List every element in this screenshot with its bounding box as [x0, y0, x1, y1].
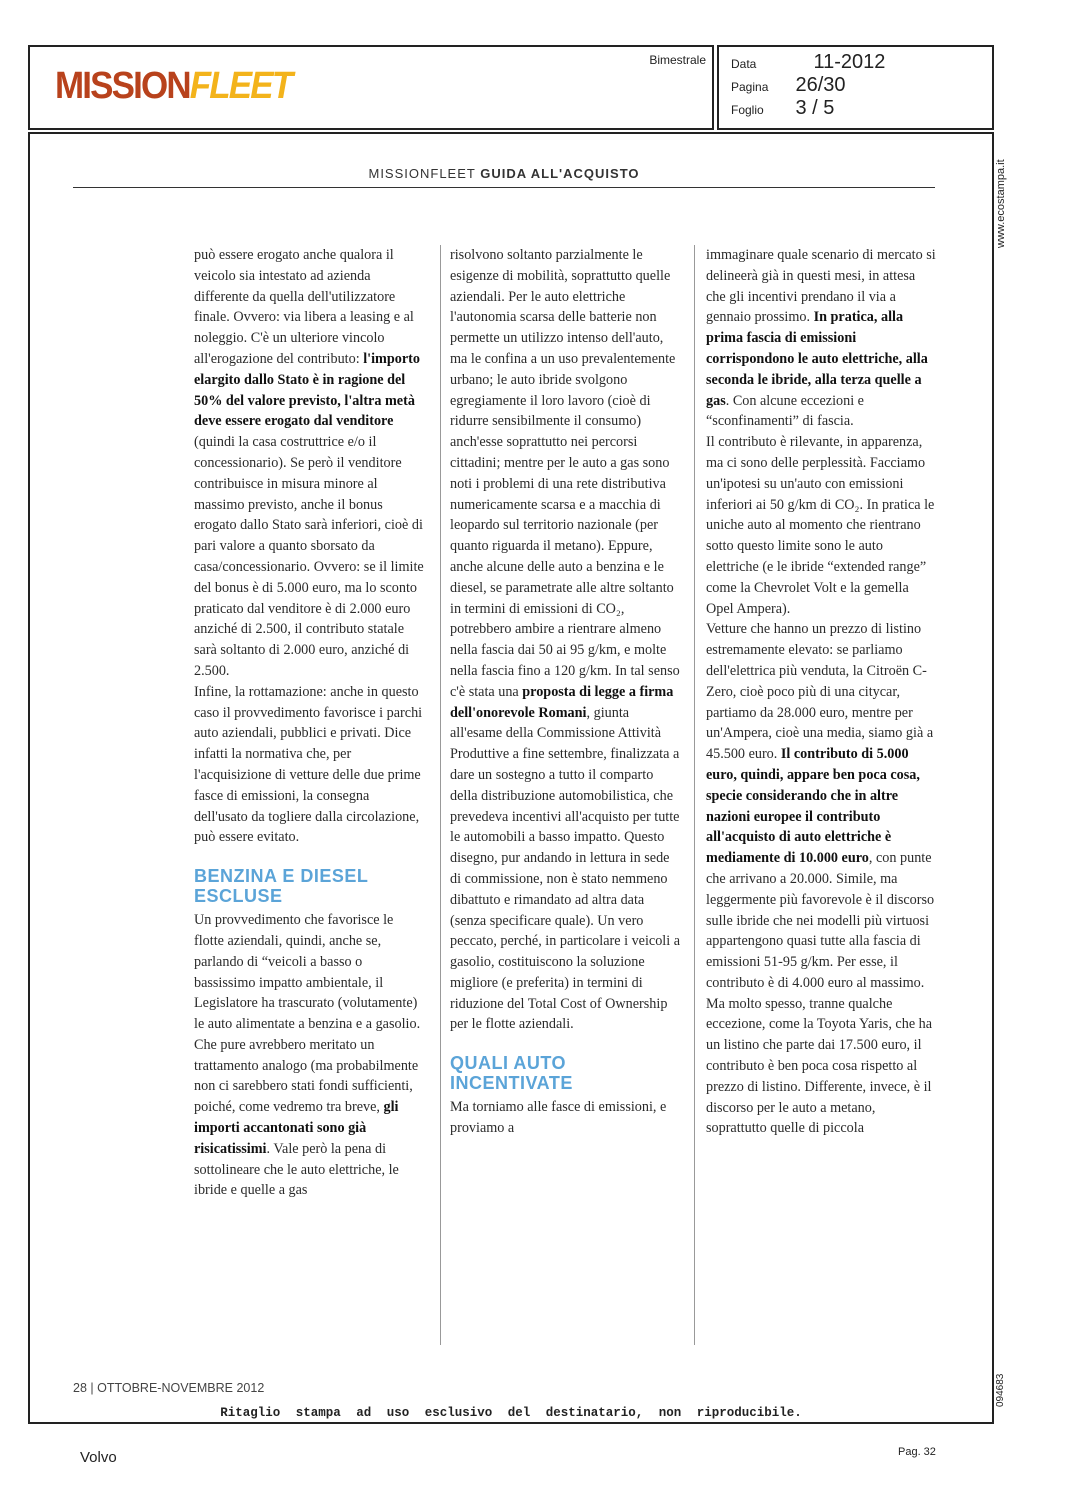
meta-label: Data: [731, 57, 757, 71]
bold-text: Il contributo di 5.000 euro, quindi, appare ben poca cosa, specie considerando che in altre nazioni europee il contributo all'acquisto di auto elettriche è mediamente di 10.000 euro: [706, 746, 920, 867]
paragraph: [706, 245, 938, 432]
logo-part-fleet: FLEET: [189, 65, 292, 107]
masthead-logo-box: [28, 45, 714, 130]
paragraph: [194, 682, 426, 848]
periodicity-label: Bimestrale: [649, 53, 706, 67]
bold-text: gli importi accantonati sono già risicatissimi: [194, 1099, 399, 1157]
meta-value: 26/30: [795, 74, 846, 96]
paragraph: [450, 1097, 682, 1139]
section-header: [73, 166, 935, 181]
column-divider: [694, 245, 695, 1345]
meta-value: 3 / 5: [795, 97, 835, 119]
column-divider: [440, 245, 441, 1345]
meta-box: [717, 45, 994, 130]
article-column-1: [194, 245, 426, 1201]
subheading: BENZINA E DIESEL ESCLUSE: [194, 866, 369, 907]
text: immaginare quale scenario di mercato si delineerà già in questi mesi, in attesa che gli incentivi prendano il via a gennaio prossimo.: [706, 247, 936, 326]
text: . Con alcune eccezioni e “sconfinamenti” di fascia.: [706, 392, 864, 430]
text: Ma torniamo alle fasce di emissioni, e proviamo a: [450, 1099, 667, 1137]
side-url: www.ecostampa.it: [995, 159, 1007, 248]
paragraph: [706, 432, 938, 619]
text: (quindi la casa costruttrice e/o il concessionario). Se però il venditore contribuisce in misura minore al massimo previsto, anche il bonus erogato dallo Stato sarà inferiori, cioè di pari valore a quanto sborsato da casa/concessionario. Ovvero: se il limite del bonus è di 5.000 euro, ma lo sconto praticato dal venditore è di 2.000 euro anziché di 2.500, il contributo statale sarà soltanto di 2.000 euro, anziché di 2.500.: [194, 434, 424, 679]
meta-row-data: [731, 51, 885, 74]
text: Vetture che hanno un prezzo di listino estremamente elevato: se parliamo dell'elettrica più venduta, la Citroën C-Zero, cioè poco più di una citycar, partiamo da 28.000 euro, mentre per un'Ampera, cioè una media, siamo già a 45.500 euro.: [706, 621, 934, 763]
client-name: Volvo: [80, 1449, 117, 1466]
paragraph: [194, 910, 426, 1201]
side-code: 094683: [995, 1373, 1006, 1407]
section-brand: MISSIONFLEET: [368, 166, 476, 181]
text: può essere erogato anche qualora il veicolo sia intestato ad azienda differente da quella dell'utilizzatore finale. Ovvero: via libera a leasing e al noleggio. C'è un ulteriore vincolo all'erogazione del contributo:: [194, 247, 414, 367]
page-number: Pag. 32: [898, 1446, 936, 1458]
meta-row-pagina: [731, 74, 846, 97]
meta-row-foglio: [731, 97, 834, 120]
logo-part-mission: MISSION: [55, 65, 190, 107]
meta-label: Foglio: [731, 103, 764, 117]
bold-text: l'importo elargito dallo Stato è in ragione del 50% del valore previsto, l'altra metà deve essere erogato dal venditore: [194, 350, 420, 430]
text: Infine, la rottamazione: anche in questo caso il provvedimento favorisce i parchi auto aziendali, pubblici e privati. Dice infatti la normativa che, per l'acquisizione di vetture delle due prime fasce di emissioni, la consegna dell'usato da togliere dalla circolazione, può essere evitato.: [194, 683, 423, 846]
text: Un provvedimento che favorisce le flotte aziendali, quindi, anche se, parlando di “veicoli a basso o bassissimo impatto ambientale, il Legislatore ha trascurato (volutamente) le auto alimentate a benzina e a gasolio. Che pure avrebbero meritato un trattamento analogo (ma probabilmente non ci sarebbero stati fondi sufficienti, poiché, come vedremo tra breve,: [194, 912, 421, 1116]
disclaimer: Ritaglio stampa ad uso esclusivo del destinatario, non riproducibile.: [220, 1406, 802, 1420]
subheading: QUALI AUTO INCENTIVATE: [450, 1053, 573, 1094]
article-column-2: [450, 245, 682, 1139]
text: . Vale però la pena di sottolineare che le auto elettriche, le ibride e quelle a gas: [194, 1140, 399, 1199]
bold-text: In pratica, alla prima fascia di emissioni corrispondono le auto elettriche, alla seconda le ibride, alla terza quelle a gas: [706, 309, 928, 409]
bold-text: proposta di legge a firma dell'onorevole Romani: [450, 683, 674, 721]
text: Il contributo è rilevante, in apparenza, ma ci sono delle perplessità. Facciamo un'ipotesi su un'auto con emissioni inferiori ai 50 g/km di CO₂. In pratica le uniche auto al momento che rientrano sotto questo limite sono le auto elettriche (e le ibride “extended range” come la Chevrolet Volt e la gemella Opel Ampera).: [706, 434, 935, 617]
text: risolvono soltanto parzialmente le esigenze di mobilità, soprattutto quelle aziendali. Per le auto elettriche l'autonomia scarsa delle batterie non permette un utilizzo intenso dell'auto, ma le confina a un uso prevalentemente urbano; le auto ibride svolgono egregiamente il loro lavoro (cioè di ridurre sensibilmente il consumo) anch'esse soprattutto nei percorsi cittadini; mentre per le auto a gas sono noti i problemi di una rete distributiva numericamente scarsa e a macchia di leopardo sul territorio nazionale (per quanto riguarda il metano). Eppure, anche alcune delle auto a benzina e le diesel, se parametrate alle altre soltanto in termini di emissioni di CO₂, potrebbero ambire a rientrare almeno nella fascia dai 50 ai 95 g/km, e molte nella fascia fino a 120 g/km. In tal senso c'è stata una: [450, 247, 680, 700]
text: , giunta all'esame della Commissione Attività Produttive a fine settembre, finalizzata a dare un sostegno a tutto il comparto della distribuzione automobilistica, che prevedeva incentivi all'acquisto per tutte le automobili a basso impatto. Questo disegno, pur andando in lettura in sede di commissione, non è stato nemmeno dibattuto e rimandato ad altra data (senza specificare quale). Un vero peccato, perché, in particolare i veicoli a gasolio, costituiscono la soluzione migliore (e preferita) in termini di riduzione del Total Cost of Ownership per le flotte aziendali.: [450, 704, 681, 1033]
section-rule: [73, 187, 935, 188]
paragraph: [706, 619, 938, 1139]
page-info: 28 | OTTOBRE-NOVEMBRE 2012: [73, 1381, 265, 1395]
meta-label: Pagina: [731, 80, 769, 94]
meta-value: 11-2012: [813, 51, 886, 73]
text: , con punte che arrivano a 20.000. Simile, ma leggermente più favorevole è il discorso sulle ibride che nei modelli più virtuosi appartengono quasi tutte alla fascia di emissioni 51-95 g/km. Per esse, il contributo è di 4.000 euro al massimo. Ma molto spesso, tranne qualche eccezione, come la Toyota Yaris, che ha un listino che parte dai 17.500 euro, il contributo è ben poca cosa rispetto al prezzo di listino. Differente, invece, è il discorso per le auto a metano, soprattutto quelle di piccola: [706, 850, 935, 1137]
paragraph: [194, 245, 426, 682]
masthead-logo: [55, 65, 291, 108]
paragraph: [450, 245, 682, 1035]
section-title: GUIDA ALL'ACQUISTO: [480, 166, 640, 181]
article-column-3: [706, 245, 938, 1139]
